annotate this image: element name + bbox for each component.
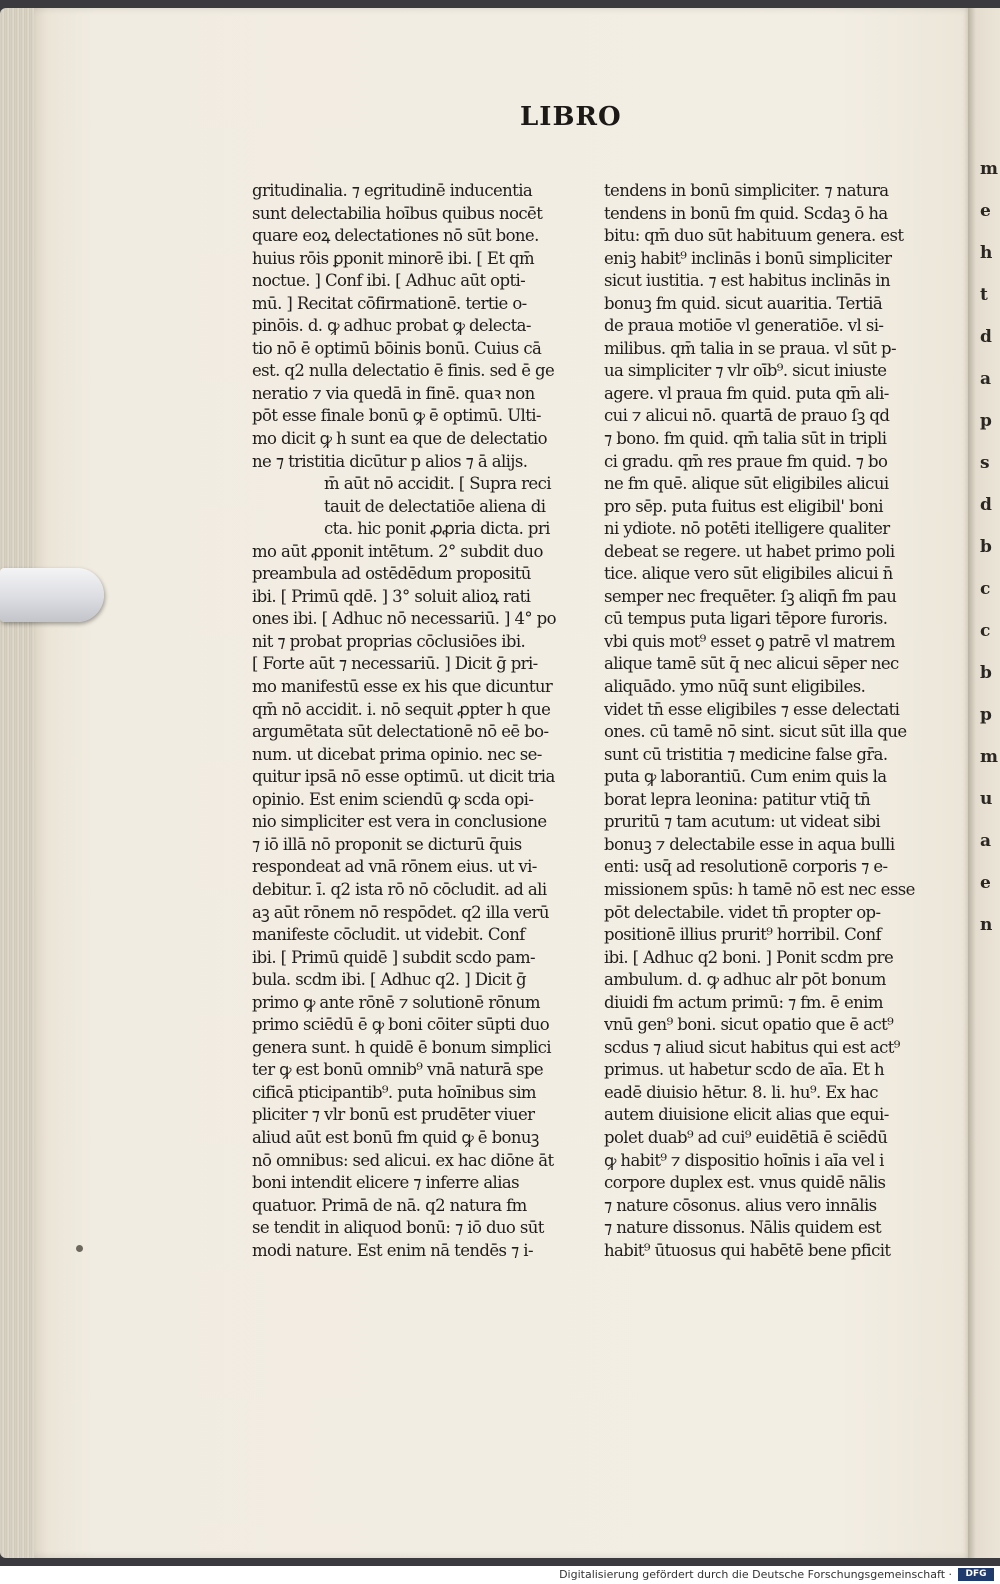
text-line: missionem spūs: h tamē nō est nec esse xyxy=(604,879,915,899)
text-line: ni ydiote. nō potēti itelligere qualiter xyxy=(604,519,890,539)
text-line: ua simpliciter ⁊ vlr oīb⁹. sicut iniuste xyxy=(604,361,887,381)
text-line: debitur. ī. q2 ista rō nō cōcludit. ad ali xyxy=(252,879,547,899)
text-line: borat lepra leonina: patitur vtiq̄ tn̄ xyxy=(604,789,871,809)
facing-page-edge xyxy=(968,8,1000,1558)
text-line: bonuꝫ ⁊ delectabile esse in aqua bulli xyxy=(604,834,895,854)
margin-letter: e xyxy=(980,201,991,221)
margin-letter: m xyxy=(980,159,998,179)
margin-letter: h xyxy=(980,243,993,263)
text-line: ⁊ nature dissonus. Nālis quidem est xyxy=(604,1218,882,1238)
text-line: ci gradu. qm̄ res praue fm quid. ⁊ bo xyxy=(604,451,888,471)
text-line: est. q2 nulla delectatio ē finis. sed ē ge xyxy=(252,361,555,381)
text-line: corpore duplex est. vnus quidē nālis xyxy=(604,1173,886,1193)
text-line: autem diuisione elicit alias que equi- xyxy=(604,1105,889,1125)
margin-letter: m xyxy=(980,747,998,767)
text-line: m̄ aūt nō accidit. [ Supra reci xyxy=(324,474,551,494)
text-line: eadē diuisio hētur. 8. li. hu⁹. Ex hac xyxy=(604,1082,878,1102)
margin-letter: d xyxy=(980,495,992,515)
text-line: cui ⁊ alicui nō. quartā de prauo ſꝫ qd xyxy=(604,406,890,426)
text-line: manifeste cōcludit. ut videbit. Conf xyxy=(252,925,525,945)
text-line: aꝫ aūt rōnem nō respōdet. q2 illa verū xyxy=(252,902,549,922)
text-line: videt tn̄ esse eligibiles ⁊ esse delectati xyxy=(604,699,900,719)
text-line: primo sciēdū ē ꝙ boni cōiter sūpti duo xyxy=(252,1015,550,1035)
text-line: enti: usq̄ ad resolutionē corporis ⁊ e- xyxy=(604,857,888,877)
text-line: quare eoꝝ delectationes nō sūt bone. xyxy=(252,226,539,246)
text-line: tice. alique vero sūt eligibiles alicui n̄ xyxy=(604,564,893,584)
text-line: vnū gen⁹ boni. sicut opatio que ē act⁹ xyxy=(604,1015,894,1035)
text-line: vbi quis mot⁹ esset ꝯ patrē vl matrem xyxy=(604,631,895,651)
text-line: eniꝫ habit⁹ inclinās i bonū simpliciter xyxy=(604,248,892,268)
text-line: positionē illius prurit⁹ horribil. Conf xyxy=(604,925,882,945)
text-line: neratio ⁊ via quedā in finē. quaꝛ non xyxy=(252,383,535,403)
text-line: boni intendit elicere ⁊ inferre alias xyxy=(252,1173,520,1193)
margin-letter: s xyxy=(980,453,990,473)
text-line: sunt cū tristitia ⁊ medicine false gr̄a. xyxy=(604,744,888,764)
text-line: nit ⁊ probat proprias cōclusiōes ibi. xyxy=(252,631,526,651)
text-line: ⁊ iō illā nō proponit se dicturū q̄uis xyxy=(252,834,522,854)
text-line: tauit de delectatiōe aliena di xyxy=(324,496,546,516)
text-line: ter ꝙ est bonū omnib⁹ vnā naturā spe xyxy=(252,1060,544,1080)
text-line: ne fm quē. alique sūt eligibiles alicui xyxy=(604,474,889,494)
margin-letter: b xyxy=(980,537,992,557)
text-line: diuidi fm actum primū: ⁊ fm. ē enim xyxy=(604,992,883,1012)
margin-letter: u xyxy=(980,789,993,809)
text-line: nō omnibus: sed alicui. ex hac diōne āt xyxy=(252,1150,554,1170)
margin-letter: t xyxy=(980,285,988,305)
text-line: milibus. qm̄ talia in se praua. vl sūt p- xyxy=(604,338,896,358)
text-line: ambulum. d. ꝙ adhuc alr pōt bonum xyxy=(604,970,886,990)
text-line: genera sunt. h quidē ē bonum simplici xyxy=(252,1037,551,1057)
funding-credit: Digitalisierung gefördert durch die Deutsche Forschungsgemeinschaft · xyxy=(559,1568,952,1581)
page-blemish xyxy=(76,1245,83,1252)
right-text-column xyxy=(604,180,924,1262)
margin-letter: b xyxy=(980,663,992,683)
text-line: aliud aūt est bonū fm quid ꝙ ē bonuꝫ xyxy=(252,1127,539,1147)
text-line: ibi. [ Primū quidē ] subdit scdo pam- xyxy=(252,947,536,967)
text-line: pōt esse finale bonū ꝙ ē optimū. Ulti- xyxy=(252,406,541,426)
margin-letter: p xyxy=(980,705,992,725)
text-line: polet duab⁹ ad cui⁹ euidētiā ē sciēdū xyxy=(604,1127,888,1147)
text-line: pliciter ⁊ vlr bonū est prudēter viuer xyxy=(252,1105,535,1125)
text-line: ones. cū tamē nō sint. sicut sūt illa que xyxy=(604,722,907,742)
bookmark-clip xyxy=(0,568,104,622)
text-line: cū tempus puta ligari tēpore furoris. xyxy=(604,609,888,629)
margin-letter: p xyxy=(980,411,992,431)
text-line: tendens in bonū fm quid. Scdaꝫ ō ha xyxy=(604,203,888,223)
text-line: [ Forte aūt ⁊ necessariū. ] Dicit ḡ pri- xyxy=(252,654,538,674)
text-line: mo aūt ꝓponit intētum. 2° subdit duo xyxy=(252,541,543,561)
text-line: qm̄ nō accidit. i. nō sequit ꝓpter h que xyxy=(252,699,551,719)
running-title: LIBRO xyxy=(520,102,622,132)
text-line: sicut iustitia. ⁊ est habitus inclinās in xyxy=(604,271,891,291)
text-line: puta ꝙ laborantiū. Cum enim quis la xyxy=(604,767,887,787)
text-line: aliquādo. ymo nūq̄ sunt eligibiles. xyxy=(604,677,866,697)
text-line: alique tamē sūt q̄ nec alicui sēper nec xyxy=(604,654,899,674)
text-line: agere. vl praua fm quid. puta qm̄ ali- xyxy=(604,383,889,403)
text-line: ones ibi. [ Adhuc nō necessariū. ] 4° po xyxy=(252,609,556,629)
left-text-column xyxy=(252,180,572,1262)
text-line: ⁊ bono. fm quid. qm̄ talia sūt in tripli xyxy=(604,429,887,449)
text-line: modi nature. Est enim nā tendēs ⁊ i- xyxy=(252,1240,533,1260)
margin-letter: a xyxy=(980,369,992,389)
text-line: pōt delectabile. videt tn̄ propter op- xyxy=(604,902,881,922)
text-line: ibi. [ Primū qdē. ] 3° soluit alioꝝ rati xyxy=(252,586,531,606)
text-line: noctue. ] Conf ibi. [ Adhuc aūt opti- xyxy=(252,271,526,291)
text-line: semper nec frequēter. ſꝫ aliqn̄ fm pau xyxy=(604,586,897,606)
text-line: bonuꝫ fm quid. sicut auaritia. Tertiā xyxy=(604,293,883,313)
text-line: cificā pticipantib⁹. puta hoīnibus sim xyxy=(252,1082,536,1102)
margin-letter: d xyxy=(980,327,992,347)
text-line: debeat se regere. ut habet primo poli xyxy=(604,541,895,561)
dfg-logo: DFG xyxy=(958,1568,994,1581)
text-line: habit⁹ ūtuosus qui habētē bene pficit xyxy=(604,1240,891,1260)
text-line: ⁊ nature cōsonus. alius vero innālis xyxy=(604,1195,877,1215)
text-line: ne ⁊ tristitia dicūtur p alios ⁊ ā alijs. xyxy=(252,451,528,471)
text-line: bitu: qm̄ duo sūt habituum genera. est xyxy=(604,226,904,246)
margin-letter: a xyxy=(980,831,992,851)
text-line: primo ꝙ ante rōnē ⁊ solutionē rōnum xyxy=(252,992,540,1012)
text-line: preambula ad ostēdēdum propositū xyxy=(252,564,531,584)
text-line: respondeat ad vnā rōnem eius. ut vi- xyxy=(252,857,537,877)
text-line: de praua motiōe vl generatiōe. vl si- xyxy=(604,316,884,336)
margin-letter: c xyxy=(980,621,991,641)
margin-letter: c xyxy=(980,579,991,599)
text-line: quatuor. Primā de nā. q2 natura fm xyxy=(252,1195,527,1215)
text-line: huius rōis ꝑponit minorē ibi. [ Et qm̄ xyxy=(252,248,535,268)
text-line: bula. scdm ibi. [ Adhuc q2. ] Dicit ḡ xyxy=(252,970,526,990)
text-line: ibi. [ Adhuc q2 boni. ] Ponit scdm pre xyxy=(604,947,894,967)
text-line: argumētata sūt delectationē nō eē bo- xyxy=(252,722,549,742)
text-line: scdus ⁊ aliud sicut habitus qui est act⁹ xyxy=(604,1037,900,1057)
text-line: nio simpliciter est vera in conclusione xyxy=(252,812,547,832)
facing-page-letters xyxy=(980,158,1000,956)
text-line: mū. ] Recitat cōfirmationē. tertie o- xyxy=(252,293,527,313)
text-line: gritudinalia. ⁊ egritudinē inducentia xyxy=(252,181,533,200)
footer-bar xyxy=(0,1566,1000,1584)
text-line: pruritū ⁊ tam acutum: ut videat sibi xyxy=(604,812,881,832)
text-line: se tendit in aliquod bonū: ⁊ iō duo sūt xyxy=(252,1218,544,1238)
text-line: mo dicit ꝙ h sunt ea que de delectatio xyxy=(252,429,547,449)
margin-letter: e xyxy=(980,873,991,893)
text-line: quitur ipsā nō esse optimū. ut dicit tria xyxy=(252,767,555,787)
text-line: tio nō ē optimū bōinis bonū. Cuius cā xyxy=(252,338,542,358)
text-line: opinio. Est enim sciendū ꝙ scda opi- xyxy=(252,789,534,809)
text-line: pro sēp. puta fuitus est eligibil' boni xyxy=(604,496,883,516)
text-line: num. ut dicebat prima opinio. nec se- xyxy=(252,744,542,764)
text-line: ꝙ habit⁹ ⁊ dispositio hoīnis i aīa vel i xyxy=(604,1150,884,1170)
text-line: mo manifestū esse ex his que dicuntur xyxy=(252,677,553,697)
margin-letter: n xyxy=(980,915,993,935)
text-line: pinōis. d. ꝙ adhuc probat ꝙ delecta- xyxy=(252,316,531,336)
text-line: tendens in bonū simpliciter. ⁊ natura xyxy=(604,181,889,200)
text-line: cta. hic ponit ꝓꝓria dicta. pri xyxy=(324,519,550,539)
text-line: primus. ut habetur scdo de aīa. Et h xyxy=(604,1060,885,1080)
text-line: sunt delectabilia hoībus quibus nocēt xyxy=(252,203,543,223)
